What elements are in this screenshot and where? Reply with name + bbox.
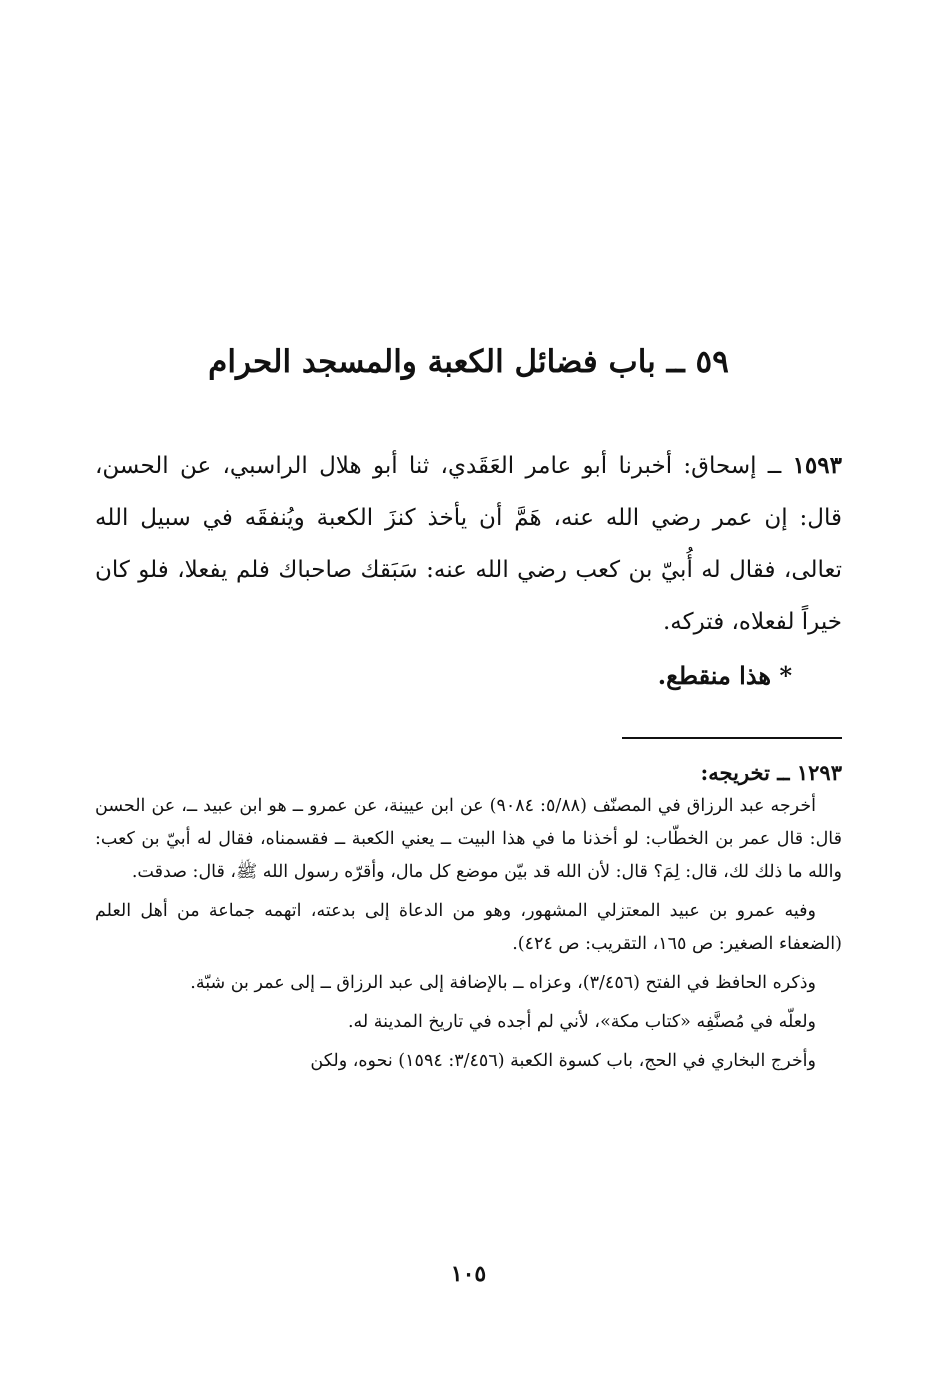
hadith-block <box>95 440 842 648</box>
hadith-body: ــ إسحاق: أخبرنا أبو عامر العَقَدي، ثنا أبو هلال الراسبي، عن الحسن، قال: إن عمر رضي الله عنه، هَمَّ أن يأخذ كنزَ الكعبة ويُنفقَه في سبيل الله تعالى، فقال له أُبيّ بن كعب رضي الله عنه: سَبَقك صاحباك فلم يفعلا، فلو كان خيراً لفعلاه، فتركه. <box>95 453 842 635</box>
hadith-text <box>95 440 842 648</box>
page-number: ١٠٥ <box>450 1261 487 1287</box>
footnote-paragraph: أخرجه عبد الرزاق في المصنّف (٥/٨٨: ٩٠٨٤) عن ابن عيينة، عن عمرو ــ هو ابن عبيد ــ، عن الحسن قال: قال عمر بن الخطّاب: لو أخذنا ما في هذا البيت ــ يعني الكعبة ــ فقسمناه، فقال له أبيّ بن كعب: والله ما ذلك لك، قال: لِمَ؟ قال: لأن الله قد بيّن موضع كل مال، وأقرّه رسول الله ﷺ، قال: صدقت. <box>95 796 842 882</box>
footnote-paragraph: وأخرج البخاري في الحج، باب كسوة الكعبة (٣/٤٥٦: ١٥٩٤) نحوه، ولكن <box>310 1051 816 1071</box>
hadith-number: ١٥٩٣ <box>792 452 842 479</box>
hadith-verdict: * هذا منقطع. <box>657 661 792 690</box>
footnote-paragraph: ولعلّه في مُصنَّفِه «كتاب مكة»، لأني لم أجده في تاريخ المدينة له. <box>347 1012 816 1032</box>
chapter-title: ٥٩ ــ باب فضائل الكعبة والمسجد الحرام <box>208 343 729 380</box>
footnote-paragraph: وفيه عمرو بن عبيد المعتزلي المشهور، وهو من الدعاة إلى بدعته، اتهمه جماعة من أهل العلم (الضعفاء الصغير: ص ١٦٥، التقريب: ص ٤٢٤). <box>95 901 842 954</box>
footnotes-block <box>95 756 842 1084</box>
footnote-paragraph: وذكره الحافظ في الفتح (٣/٤٥٦)، وعزاه ــ بالإضافة إلى عبد الرزاق ــ إلى عمر بن شبّة. <box>190 973 816 993</box>
footnote-separator <box>622 737 842 739</box>
footnote-heading: ١٢٩٣ ــ تخريجه: <box>700 760 842 785</box>
